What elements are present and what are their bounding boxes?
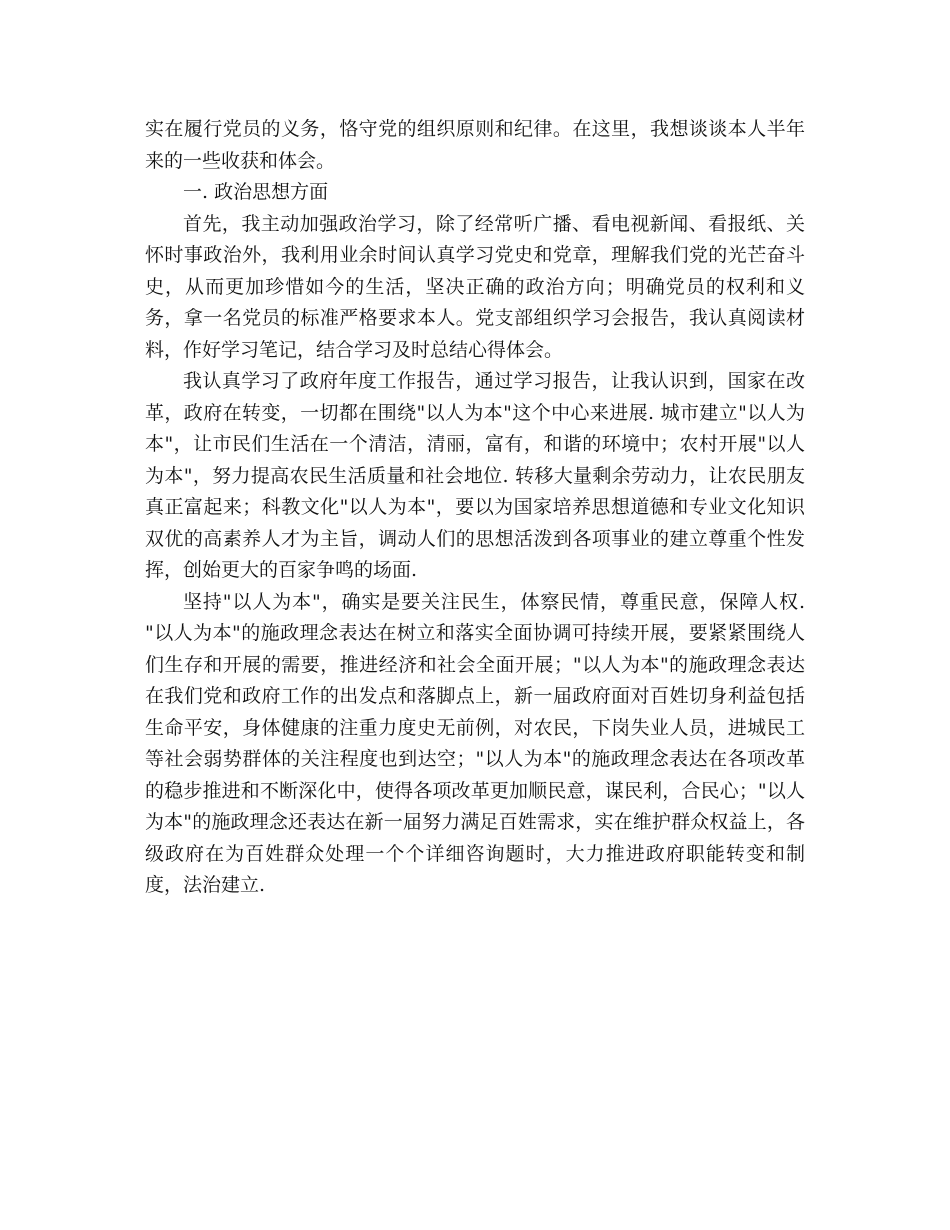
paragraph-political-study: 首先，我主动加强政治学习，除了经常听广播、看电视新闻、看报纸、关怀时事政治外，我利用业余时间认真学习党史和党章，理解我们党的光芒奋斗史，从而更加珍惜如今的生活，坚决正确的政治方向；明确党员的权利和义务，拿一名党员的标准严格要求本人。党支部组织学习会报告，我认真阅读材料，作好学习笔记，结合学习及时总结心得体会。 <box>145 212 805 361</box>
document-body <box>145 114 805 902</box>
section-heading-political-thought: 一. 政治思想方面 <box>183 181 329 203</box>
paragraph-government-report: 我认真学习了政府年度工作报告，通过学习报告，让我认识到，国家在改革，政府在转变，一切都在围绕"以人为本"这个中心来进展. 城市建立"以人为本"，让市民们生活在一个清洁，清丽，富有，和谐的环境中；农村开展"以人为本"，努力提高农民生活质量和社会地位. 转移大量剩余劳动力，让农民朋友真正富起来；科教文化"以人为本"，要以为国家培养思想道德和专业文化知识双优的高素养人才为主旨，调动人们的思想活泼到各项事业的建立尊重个性发挥，创始更大的百家争鸣的场面. <box>145 370 805 581</box>
paragraph-people-oriented: 坚持"以人为本"，确实是要关注民生，体察民情，尊重民意，保障人权. "以人为本"的施政理念表达在树立和落实全面协调可持续开展，要紧紧围绕人们生存和开展的需要，推进经济和社会全面开展；"以人为本"的施政理念表达在我们党和政府工作的出发点和落脚点上，新一届政府面对百姓切身利益包括生命平安，身体健康的注重力度史无前例，对农民，下岗失业人员，进城民工等社会弱势群体的关注程度也到达空；"以人为本"的施政理念表达在各项改革的稳步推进和不断深化中，使得各项改革更加顺民意，谋民利，合民心；"以人为本"的施政理念还表达在新一届努力满足百姓需求，实在维护群众权益上，各级政府在为百姓群众处理一个个详细咨询题时，大力推进政府职能转变和制度，法治建立. <box>145 590 805 896</box>
paragraph-intro-continuation: 实在履行党员的义务，恪守党的组织原则和纪律。在这里，我想谈谈本人半年来的一些收获和体会。 <box>145 118 805 172</box>
